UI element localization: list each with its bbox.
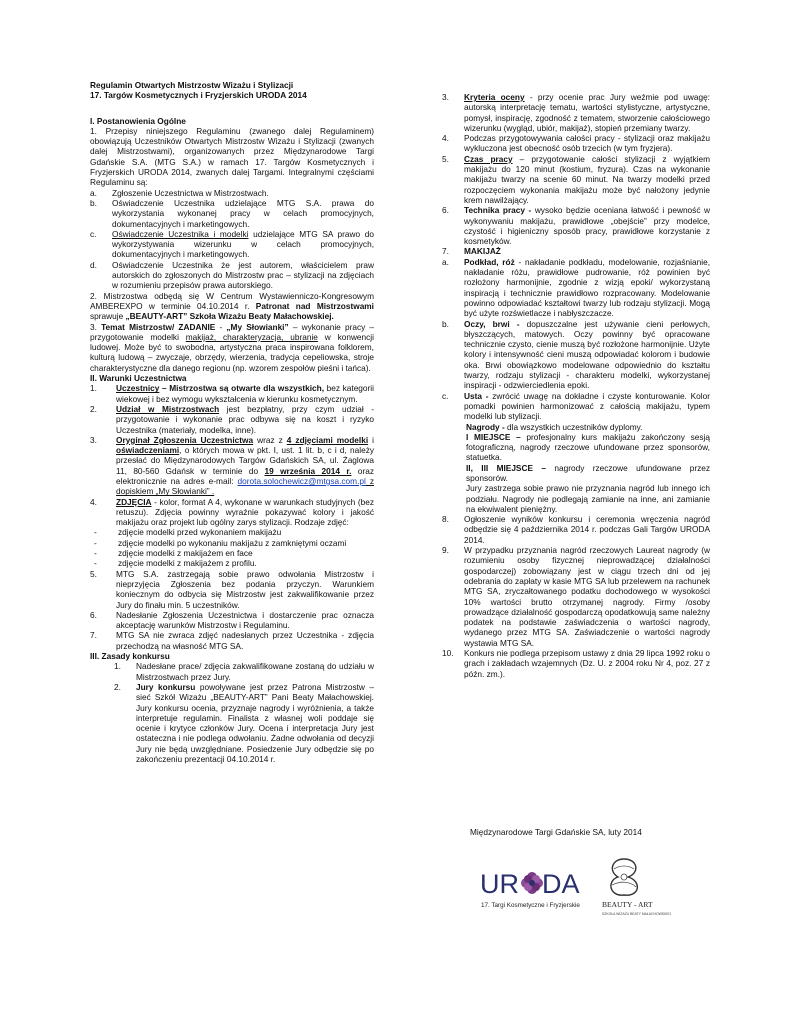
uroda-logo-text-a: UR	[480, 869, 519, 899]
list-item: 7. MAKIJAŻ	[442, 246, 501, 257]
beauty-art-logo	[602, 859, 672, 916]
section-heading-conditions: II. Warunki Uczestnictwa	[90, 373, 187, 384]
list-item: 8. Ogłoszenie wyników konkursu i ceremonia wręczenia nagród odbędzie się 4 października 2014 r. podczas Gali Targów URODA 2014.	[442, 514, 710, 545]
list-item: 3. Kryteria oceny - przy ocenie prac Jury weźmie pod uwagę: autorską interpretację tematu, wartości stylistyczne, artystyczne, pomysł, inspirację, zgodność z tematem, stworzenie całościowego wizerunku (wygląd, ubiór, makijaż), stopień przemiany twarzy.	[442, 92, 710, 133]
second-third-place-paragraph: II, III MIEJSCE – nagrody rzeczowe ufundowane przez sponsorów.	[466, 462, 710, 483]
beauty-art-logo-subtitle: SZKOŁA WIZAŻU BEATY MAŁACHOWSKIEJ	[602, 912, 672, 916]
footer-signature: Międzynarodowe Targi Gdańskie SA, luty 2014	[470, 827, 642, 837]
flower-icon	[521, 872, 543, 894]
prizes-paragraph: Nagrody - dla wszystkich uczestników dyplomy.	[466, 421, 643, 432]
list-item: 7. MTG SA nie zwraca zdjęć nadesłanych przez Uczestnika - zdjęcia przechodzą na własność MTG SA.	[90, 630, 374, 651]
list-item: c. Usta - zwrócić uwagę na dokładne i czyste konturowanie. Kolor pomadki powinien harmonizować z całością makijażu, typem modelki lub stylizacji.	[442, 390, 710, 422]
list-item: 10. Konkurs nie podlega przepisom ustawy z dnia 29 lipca 1992 roku o grach i zakładach wzajemnych (Dz. U. z 2004 roku Nr 4, poz. 27 z późn. zm.).	[442, 648, 710, 679]
first-place-paragraph: I MIEJSCE – profesjonalny kurs makijażu zakończony sesją fotograficzną, nagrody rzeczowe ufundowane przez sponsorów, statuetka.	[466, 431, 710, 463]
list-item: b. Oświadczenie Uczestnika udzielające MTG S.A. prawa do wykorzystania wykonanej pracy w celach promocyjnych, dokumentacyjnych i marketingowych.	[90, 197, 374, 229]
email-link[interactable]: dorota.solochewicz@mtgsa.com.pl	[237, 475, 366, 486]
list-item: 4. Podczas przygotowywania całości pracy - stylizacji oraz makijażu wykluczona jest obecność osób trzecich (w tym fryzjera).	[442, 133, 710, 154]
list-item: 1. Uczestnicy – Mistrzostwa są otwarte dla wszystkich, bez kategorii wiekowej i bez wymogu wykształcenia w kierunku kosmetycznym.	[90, 383, 374, 404]
list-item: 2. Udział w Mistrzostwach jest bezpłatny, przy czym udział - przygotowanie i wykonanie prac odbywa się na koszt i ryzyko Uczestnika (materiały, modelka, inne).	[90, 403, 374, 435]
left-column	[90, 80, 374, 764]
paragraph-3: 3. Temat Mistrzostw/ ZADANIE - „My Słowianki” – wykonanie pracy – przygotowanie modelki makijaż, charakteryzacja, ubranie w konwencji ludowej. Może być to swobodna, artystyczna praca inspirowana folklorem, kulturą ludową – zwyczaje, obrzędy, wierzenia, tradycja cepeliowska, stroje charakterystyczne dla danego regionu (np. wzorem zespołów pieśni i tańca).	[90, 321, 375, 373]
list-item: d. Oświadczenie Uczestnika że jest autorem, właścicielem praw autorskich do zgłoszonych do Mistrzostw prac – stylizacji na zdjęciach w rozumieniu przepisów prawa autorskiego.	[90, 259, 374, 291]
list-item: b. Oczy, brwi - dopuszczalne jest używanie cieni perłowych, błyszczących, matowych. Oczy powinny być opracowane technicznie czysto, cienie muszą być rozłożone harmonijnie. Użyte kolory i intensywność cieni muszą odpowiadać kolorom i budowie oka. Brwi obowiązkowo modelowane odpowiednio do kształtu twarzy, rodzaju stylizacji - charakteru modelki, wykorzystanej inspiracji - odzwierciedlenia epoki.	[442, 318, 710, 391]
list-item: a. Zgłoszenie Uczestnictwa w Mistrzostwach.	[90, 187, 269, 198]
section-heading-rules: III. Zasady konkursu	[90, 651, 170, 662]
right-column	[442, 92, 710, 679]
dash-item: - zdjęcie modelki przed wykonaniem makijażu	[94, 527, 282, 538]
logos	[480, 855, 680, 925]
list-item: 4. ZDJĘCIA - kolor, format A 4, wykonane w warunkach studyjnych (bez retuszu). Zdjęcia powinny wyraźnie pokazywać kolory i jakość makijażu oraz projekt lub ogólny zarys stylizacji. Rodzaje zdjęć:	[90, 496, 374, 528]
paragraph-2: 2. Mistrzostwa odbędą się W Centrum Wystawienniczo-Kongresowym AMBEREXPO w terminie 04.10.2014 r. Patronat nad Mistrzostwami sprawuje „BEAUTY-ART” Szkoła Wizażu Beaty Małachowskiej.	[90, 290, 374, 322]
list-item: 5. Czas pracy – przygotowanie całości stylizacji z wyjątkiem makijażu do 120 minut (kostium, fryzura). Czas na wykonanie makijażu twarzy na scenie 60 minut. Na twarzy modelki przed rozpoczęciem wykonania makijażu może być nałożony jedynie krem nawilżający.	[442, 153, 710, 205]
dash-item: - zdjęcie modelki z makijażem z profilu.	[94, 558, 257, 569]
list-item: a. Podkład, róż - nakładanie podkładu, modelowanie, rozjaśnianie, nakładanie różu, prawidłowe pudrowanie, róż powinien być rozłożony harmonijnie, zgodnie z wizją epoki/ wykorzystaną inspiracją i technicznie prawidłowo rozpracowany. Modelowanie powinno odpowiadać kształtowi twarzy lub rodzaju stylizacji. Mogą być użyte rozświetlacze i nabłyszczacze.	[442, 256, 711, 319]
doc-title-line1: Regulamin Otwartych Mistrzostw Wizażu i Stylizacji	[90, 80, 294, 90]
list-item: 6. Nadesłanie Zgłoszenia Uczestnictwa i dostarczenie prac oznacza akceptację warunków Mistrzostw i Regulaminu.	[90, 609, 374, 631]
paragraph-1: 1. Przepisy niniejszego Regulaminu (zwanego dalej Regulaminem) obowiązują Uczestników Otwartych Mistrzostw Wizażu i Stylizacji (zwanych dalej Mistrzostwami), organizowanych przez Międzynarodowe Targi Gdańskie S.A. (MTG S.A.) w ramach 17. Targów Kosmetycznych i Fryzjerskich URODA 2014, zwanych dalej Targami. Integralnymi częściami Regulaminu są:	[90, 125, 374, 188]
list-item: 6. Technika pracy - wysoko będzie oceniana łatwość i pewność w wykonywaniu makijażu, prawidłowe „obejście” przy modelce, czystość i higieniczny sposób pracy, prawidłowe korzystanie z kosmetyków.	[442, 205, 710, 247]
list-item: 5. MTG S.A. zastrzegają sobie prawo odwołania Mistrzostw i nieprzyjęcia Zgłoszenia bez podania przyczyn. Warunkiem koniecznym do odbycia się Mistrzostw jest zakwalifikowanie przez Jury do finału min. 5 uczestników.	[90, 568, 374, 610]
list-item: 9. W przypadku przyznania nagród rzeczowych Laureat nagrody (w rozumieniu osoby fizycznej nieprowadzącej działalności gospodarczej) zobowiązany jest w ciągu trzech dni od jej odebrania do zapłaty w kasie MTG SA lub przelewem na rachunek MTG SA, zryczałtowanego podatku dochodowego w wysokości 10% wartości brutto otrzymanej nagrody. Firmy /osoby prowadzące działalność gospodarczą opodatkowują same należny podatek na podstawie zaświadczenia o wartości nagrody, wydanego przez MTG SA. Zaświadczenie o wartości nagrody wystawia MTG SA.	[442, 545, 710, 648]
jury-paragraph: Jury zastrzega sobie prawo nie przyznania nagród lub innego ich podziału. Nagrody nie podlegają zamianie na inne, ani zamianie na ekwiwalent pieniężny.	[466, 483, 710, 514]
uroda-logo	[480, 855, 680, 925]
list-item: 3. Oryginał Zgłoszenia Uczestnictwa wraz z 4 zdjęciami modelki i oświadczeniami, o których mowa w pkt. I, ust. 1 lit. b, c i d, należy przesłać do Międzynarodowych Targów Gdańskich SA, ul. Żaglowa 11, 80-560 Gdańsk w terminie do 19 września 2014 r. oraz elektronicznie na adres e-mail: dorota.solochewicz@mtgsa.com.pl z dopiskiem „My Słowianki” .	[90, 434, 374, 497]
doc-title-line2: 17. Targów Kosmetycznych i Fryzjerskich URODA 2014	[90, 90, 307, 101]
dash-item: - zdjęcie modelki po wykonaniu makijażu z zamkniętymi oczami	[94, 537, 347, 548]
section-heading-general: I. Postanowienia Ogólne	[90, 115, 186, 126]
dash-item: - zdjęcie modelki z makijażem en face	[94, 548, 253, 559]
beauty-art-logo-text: BEAUTY - ART	[602, 900, 653, 909]
uroda-logo-subtitle: 17. Targi Kosmetyczne i Fryzjerskie	[481, 902, 580, 909]
list-item: c. Oświadczenie Uczestnika i modelki udzielające MTG SA prawo do wykorzystywania wizerunku w celach promocyjnych, dokumentacyjnych i marketingowych.	[90, 228, 374, 260]
list-item: 1. Nadesłane prace/ zdjęcia zakwalifikowane zostaną do udziału w Mistrzostwach przez Jury.	[114, 661, 374, 682]
list-item: 2. Jury konkursu powoływane jest przez Patrona Mistrzostw – sieć Szkół Wizażu „BEAUTY-ART” Pani Beaty Małachowskiej. Jury konkursu ocenia, przyznaje nagrody i wyróżnienia, a także interpretuje regulamin. Finalista z własnej woli poddaje się ocenie i krytyce członków Jury. Ocena i interpretacja Jury jest ostateczna i nie podlega odwołaniu. Żadne odwołania od decyzji Jury nie będą uwzględniane. Posiedzenie Jury odbędzie się po zakończeniu prezentacji 04.10.2014 r.	[114, 681, 374, 764]
uroda-logo-text-b: DA	[542, 869, 580, 899]
